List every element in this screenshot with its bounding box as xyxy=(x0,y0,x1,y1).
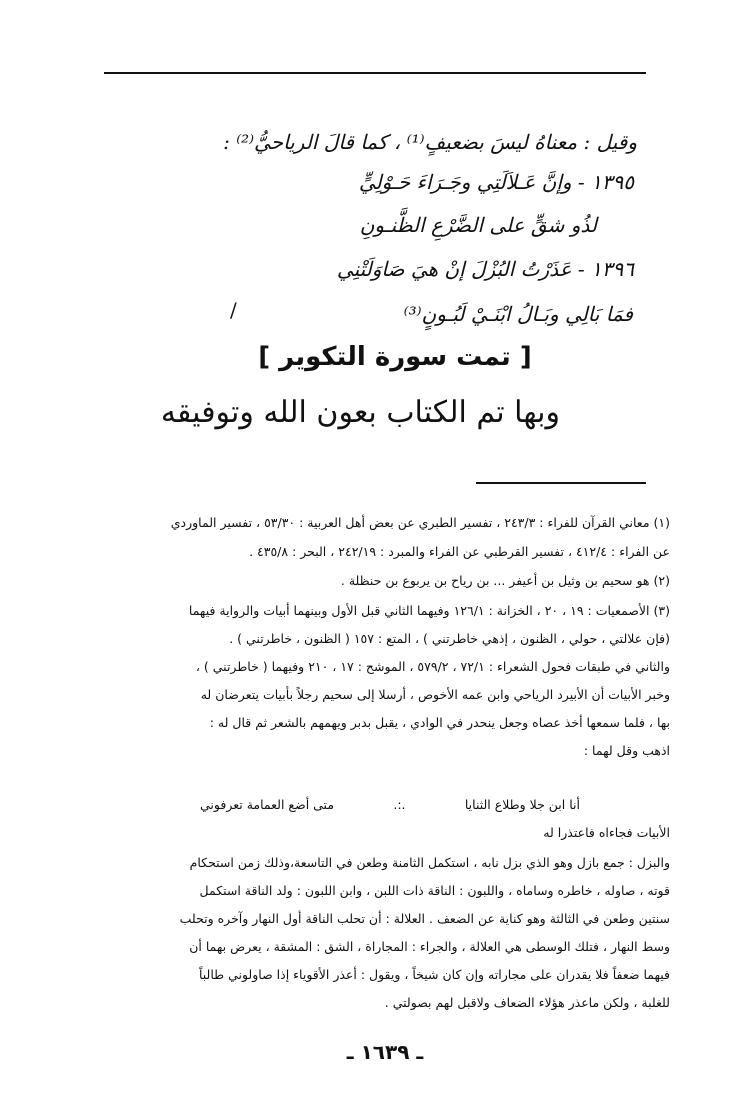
footnote-3-line: سنتين وطعن في الثالثة وهو كناية عن الضعف . العلالة : أن تحلب الناقة أول النهار وآخره وتحلب xyxy=(179,911,670,926)
verse-1395-second-hemistich: لذُو شقٍّ على الضَّرْعِ الظَّنـونِ xyxy=(359,213,597,237)
footnote-3-line: فيهما ضعفاً فلا يقدران على مجاراته وإن كان شيخاً ، ويقول : أعذر الأقوياء إذا صاولوني طالباً xyxy=(198,967,670,982)
footnote-quoted-verse xyxy=(200,796,580,814)
top-rule xyxy=(104,72,646,74)
verse-1396-second-hemistich: فمَا بَالِي وبَـالُ ابْنَـيْ لَبُـونٍ⁽³⁾ xyxy=(403,302,633,326)
poem-intro: وقيل : معناهُ ليسَ بضعيفٍ⁽¹⁾ ، كما قالَ الرياحيُّ⁽²⁾ : xyxy=(223,130,637,154)
footnote-3-line: (فإن علالتي ، حولي ، الظنون ، إذهي خاطرتني ) ، المتع : ١٥٧ ( الظنون ، خاطرتني ) . xyxy=(229,631,670,646)
quoted-verse-second-hemistich: متى أضع العمامة تعرفوني xyxy=(200,797,335,812)
footnote-2: (٢) هو سحيم بن وثيل بن أعيفر ... بن رياح بن يربوع بن حنظلة . xyxy=(340,573,670,588)
footnote-1-line: عن الفراء : ٤١٢/٤ ، تفسير القرطبي عن الفراء والمبرد : ٢٤٢/١٩ ، البحر : ٤٣٥/٨ . xyxy=(249,544,670,559)
section-end-slash: / xyxy=(230,298,237,322)
verse-1396-first-hemistich: ١٣٩٦ - عَذَرْتُ البُزْلَ إنْ هيَ صَاوَلَتْنِي xyxy=(336,257,634,281)
page-number: ـ ١٦٣٩ ـ xyxy=(346,1040,424,1064)
book-end-phrase: وبها تم الكتاب بعون الله وتوفيقه xyxy=(160,395,560,430)
footnote-rule xyxy=(476,482,646,484)
footnote-3-line: والثاني في طبقات فحول الشعراء : ٧٢/١ ، ٥٧٩/٢ ، الموشح : ١٧ ، ٢١٠ وفيهما ( خاطرتني ) ، xyxy=(195,659,670,674)
quoted-verse-separator: .:. xyxy=(393,797,406,812)
quoted-verse-first-hemistich: أنا ابن جلا وطلاع الثنايا xyxy=(464,797,580,812)
footnote-1-line: (١) معاني القرآن للفراء : ٢٤٣/٣ ، تفسير الطبري عن بعض أهل العربية : ٥٣/٣٠ ، تفسير الماوردي xyxy=(170,515,670,530)
footnote-3-line: والبزل : جمع بازل وهو الذي بزل نابه ، استكمل الثامنة وطعن في التاسعة،وذلك زمن استحكام xyxy=(189,855,670,870)
footnote-3-line: وسط النهار ، فتلك الوسطى هي العلالة ، والجراء : المجاراة ، الشق : المشقة ، يعرض بهما أن xyxy=(189,939,670,954)
footnote-3-line: الأبيات فجاءاه فاعتذرا له xyxy=(543,825,670,840)
footnote-3-line: اذهب وقل لهما : xyxy=(583,743,670,758)
surah-end-title: [ تمت سورة التكوير ] xyxy=(258,342,532,372)
footnote-3-line: (٣) الأصمعيات : ١٩ ، ٢٠ ، الخزانة : ١٢٦/١ وفيهما الثاني قبل الأول وبينهما أبيات والرواية فيهما xyxy=(188,603,670,618)
footnote-3-line: للغلبة ، ولكن ماعذر هؤلاء الضعاف ولاقبل لهم بصولتي . xyxy=(384,995,670,1010)
footnote-3-line: قوته ، صاوله ، خاطره وساماه ، واللبون : الناقة ذات اللبن ، وابن اللبون : ولد الناقة استكمل xyxy=(199,883,670,898)
footnote-3-line: وخبر الأبيات أن الأبيرد الرياحي وابن عمه الأخوص ، أرسلا إلى سحيم رجلاً بأبيات يتعرضان له xyxy=(200,687,670,702)
verse-1395-first-hemistich: ١٣٩٥ - وإنَّ عَـلاَلَتِي وجَـرَاءَ حَـوْلِيٍّ xyxy=(358,170,634,194)
footnote-3-line: بها ، فلما سمعها أخذ عصاه وجعل ينحدر في الوادي ، يقبل بدبر ويهمهم بالشعر ثم قال له : xyxy=(209,715,670,730)
